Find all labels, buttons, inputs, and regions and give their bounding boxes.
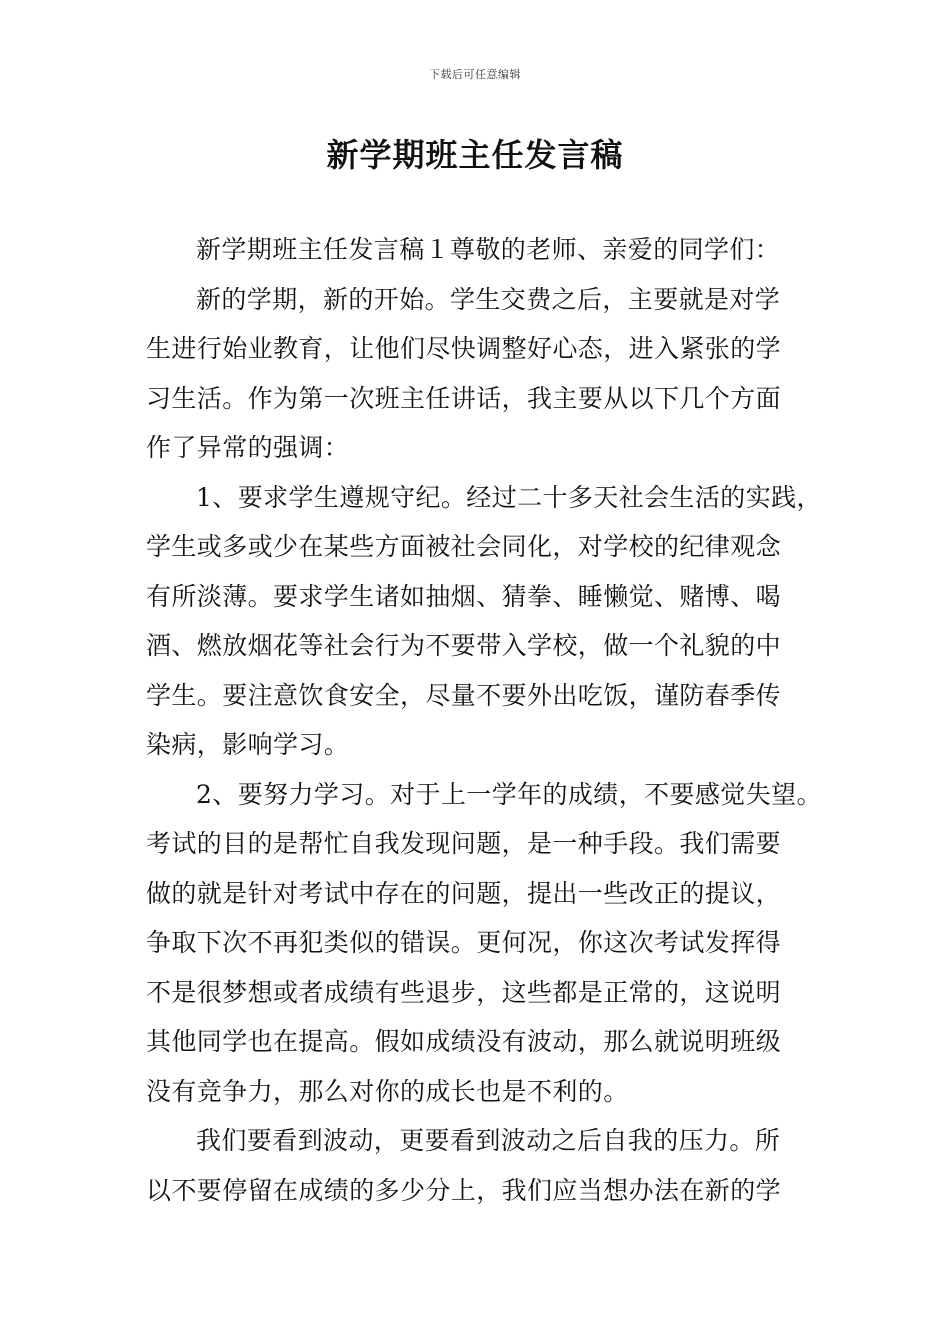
text-line: 做的就是针对考试中存在的问题，提出一些改正的提议， (146, 878, 782, 908)
text-line: 有所淡薄。要求学生诸如抽烟、猜拳、睡懒觉、赌博、喝 (146, 581, 782, 611)
text-line: 以不要停留在成绩的多少分上，我们应当想办法在新的学 (146, 1175, 782, 1205)
text-line: 生进行始业教育，让他们尽快调整好心态，进入紧张的学 (146, 334, 782, 363)
text-line: 其他同学也在提高。假如成绩没有波动，那么就说明班级 (146, 1027, 782, 1056)
text-line: 染病，影响学习。 (146, 730, 350, 759)
header-note: 下载后可任意编辑 (429, 68, 521, 81)
text-line: 2、要努力学习。对于上一学年的成绩，不要感觉失望。 (196, 779, 822, 809)
text-line: 新的学期，新的开始。学生交费之后，主要就是对学 (196, 284, 781, 314)
text-line: 没有竞争力，那么对你的成长也是不利的。 (146, 1076, 629, 1106)
text-line: 作了异常的强调： (146, 433, 350, 462)
text-line: 学生或多或少在某些方面被社会同化，对学校的纪律观念 (146, 532, 782, 561)
text-line: 考试的目的是帮忙自我发现问题，是一种手段。我们需要 (146, 829, 782, 858)
text-line: 1、要求学生遵规守纪。经过二十多天社会生活的实践， (196, 482, 822, 512)
text-line: 习生活。作为第一次班主任讲话，我主要从以下几个方面 (146, 383, 782, 413)
text-line: 不是很梦想或者成绩有些退步，这些都是正常的，这说明 (146, 977, 782, 1007)
document-body (146, 225, 822, 1215)
text-line: 学生。要注意饮食安全，尽量不要外出吃饭，谨防春季传 (146, 680, 782, 710)
text-line: 争取下次不再犯类似的错误。更何况，你这次考试发挥得 (146, 928, 782, 957)
text-line: 我们要看到波动，更要看到波动之后自我的压力。所 (196, 1126, 781, 1155)
text-line: 酒、燃放烟花等社会行为不要带入学校，做一个礼貌的中 (146, 631, 782, 660)
document-title: 新学期班主任发言稿 (326, 136, 624, 174)
text-line: 新学期班主任发言稿１尊敬的老师、亲爱的同学们： (196, 235, 781, 264)
